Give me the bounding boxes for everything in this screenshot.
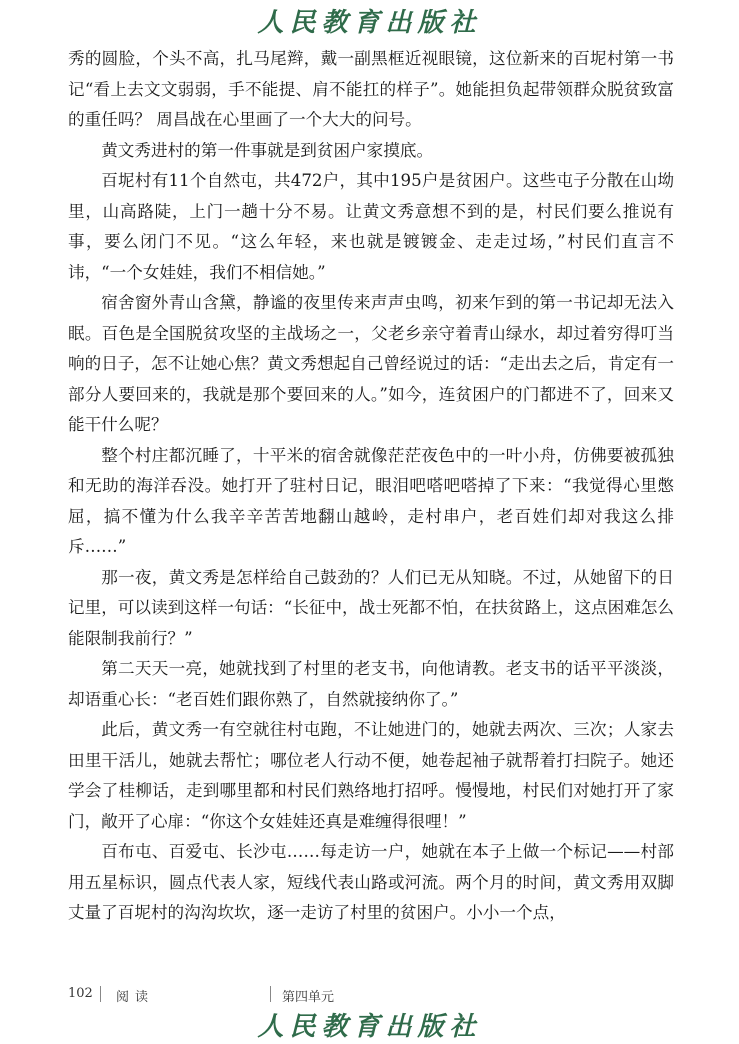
paragraph: 百坭村有11个自然屯，共472户，其中195户是贫困户。这些屯子分散在山坳里，山高路陡，上门一趟十分不易。让黄文秀意想不到的是，村民们要么推说有事，要么闭门不见。“这么年轻，来也就是镀镀金、走走过场，”村民们直言不讳，“一个女娃娃，我们不相信她。” (68, 171, 674, 282)
paragraph: 黄文秀进村的第一件事就是到贫困户家摸底。 (101, 140, 434, 160)
paragraph: 那一夜，黄文秀是怎样给自己鼓劲的？人们已无从知晓。不过，从她留下的日记里，可以读到这样一句话：“长征中，战士死都不怕，在扶贫路上，这点困难怎么能限制我前行？” (68, 567, 674, 648)
footer-divider (100, 986, 101, 1002)
page-number: 102 (68, 986, 93, 1001)
paragraph: 整个村庄都沉睡了，十平米的宿舍就像茫茫夜色中的一叶小舟，仿佛要被孤独和无助的海洋吞没。她打开了驻村日记，眼泪吧嗒吧嗒掉了下来：“我觉得心里憋屈，搞不懂为什么我辛辛苦苦地翻山越岭，走村串户，老百姓们却对我这么排斥……” (68, 445, 674, 556)
footer-divider (270, 986, 271, 1002)
section-label: 阅读 (116, 990, 155, 1005)
paragraph: 此后，黄文秀一有空就往村屯跑，不让她进门的，她就去两次、三次；人家去田里干活儿，她就去帮忙；哪位老人行动不便，她卷起袖子就帮着打扫院子。她还学会了桂柳话，走到哪里都和村民们熟络地打招呼。慢慢地，村民们对她打开了家门，敞开了心扉：“你这个女娃娃还真是难缠得很哩！” (68, 720, 674, 831)
paragraph: 百布屯、百爱屯、长沙屯……每走访一户，她就在本子上做一个标记——村部用五星标识，圆点代表人家，短线代表山路或河流。两个月的时间，黄文秀用双脚丈量了百坭村的沟沟坎坎，逐一走访了村里的贫困户。小小一个点， (68, 842, 674, 922)
publisher-logo-top: 人民教育出版社 (257, 8, 482, 38)
publisher-logo-bottom: 人民教育出版社 (257, 1012, 482, 1042)
page-footer (0, 986, 739, 1006)
paragraph: 宿舍窗外青山含黛，静谧的夜里传来声声虫鸣，初来乍到的第一书记却无法入眠。百色是全国脱贫攻坚的主战场之一，父老乡亲守着青山绿水，却过着穷得叮当响的日子，怎不让她心焦？黄文秀想起自己曾经说过的话：“走出去之后，肯定有一部分人要回来的，我就是那个要回来的人。”如今，连贫困户的门都进不了，回来又能干什么呢？ (68, 293, 674, 434)
paragraph: 秀的圆脸，个头不高，扎马尾辫，戴一副黑框近视眼镜，这位新来的百坭村第一书记“看上去文文弱弱，手不能提、肩不能扛的样子”。她能担负起带领群众脱贫致富的重任吗？ 周昌战在心里画了一个大大的问号。 (68, 49, 674, 129)
paragraph: 第二天天一亮，她就找到了村里的老支书，向他请教。老支书的话平平淡淡，却语重心长：“老百姓们跟你熟了，自然就接纳你了。” (68, 659, 674, 709)
unit-label: 第四单元 (282, 990, 335, 1005)
article-body (68, 44, 674, 929)
